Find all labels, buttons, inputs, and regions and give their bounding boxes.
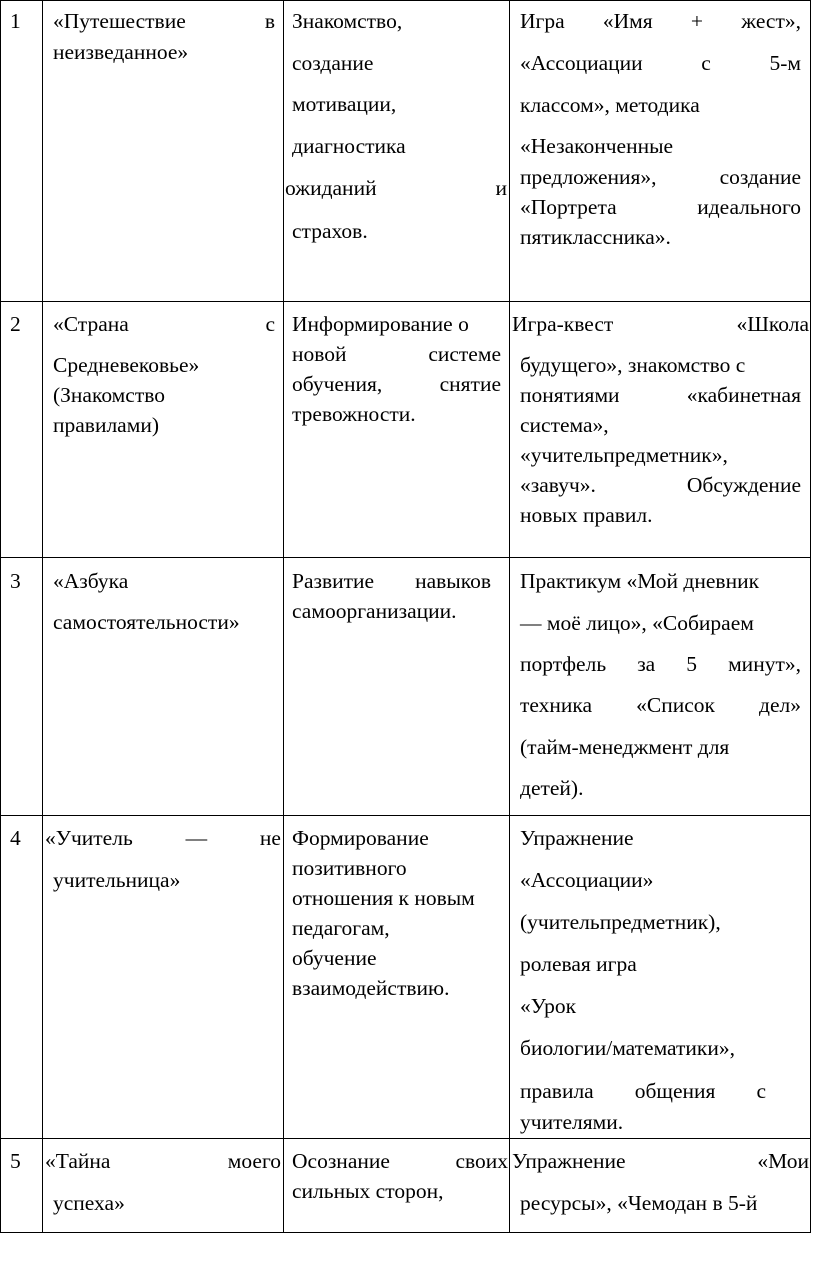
lesson-activity-line: «учительпредметник», [520,443,728,467]
lesson-goal-line [292,372,501,396]
word: Обсуждение [686,473,801,497]
lesson-activity-line: «Урок [520,994,577,1018]
word: правила [520,1079,594,1103]
lesson-goal-line: Знакомство, [292,9,403,33]
word: своих [455,1149,508,1173]
word: с [756,1079,766,1103]
table-border-bottom [0,1232,811,1233]
word: Развитие [292,569,375,593]
row-number: 5 [10,1149,21,1173]
word: + [690,9,704,33]
lesson-activity-line [512,1149,809,1173]
word: идеального [697,195,801,219]
row-number: 3 [10,569,21,593]
lesson-activity-line [520,473,801,497]
lesson-title-line: Средневековье» [53,353,200,377]
lesson-goal-line: отношения к новым [292,886,475,910]
lesson-title-line [53,312,275,336]
row-divider-2 [0,557,811,558]
lesson-goal-line: сильных сторон, [292,1179,444,1203]
word: — [185,826,208,850]
lesson-activity-line: «Ассоциации» [520,868,654,892]
word: с [265,312,275,336]
lesson-activity-line [512,312,809,336]
word: Упражнение [512,1149,626,1173]
lesson-activity-line [520,693,801,717]
row-number: 2 [10,312,21,336]
column-divider-title [283,0,284,1233]
lesson-goal-line: страхов. [292,219,368,243]
lesson-activity-line: Практикум «Мой дневник [520,569,760,593]
word: Игра-квест [512,312,614,336]
lesson-title-line: успеха» [53,1191,125,1215]
lesson-activity-line: новых правил. [520,503,653,527]
lesson-title-line: «Азбука [53,569,129,593]
lesson-title-line [45,826,281,850]
lesson-activity-line: (тайм-менеджмент для [520,735,730,759]
lesson-activity-line [520,383,801,407]
word: и [495,176,507,200]
lesson-goal-line: взаимодействию. [292,976,450,1000]
word: снятие [439,372,501,396]
word: создание [719,165,801,189]
word: ожиданий [285,176,377,200]
lesson-activity-line: Упражнение [520,826,634,850]
word: в [264,9,275,33]
lesson-activity-line: ресурсы», «Чемодан в 5-й [520,1191,758,1215]
lesson-activity-line [520,1079,766,1103]
word: «Мои [757,1149,809,1173]
lesson-goal-line: Формирование [292,826,429,850]
lesson-activity-line: детей). [520,776,584,800]
lesson-goal-line: диагностика [292,134,406,158]
word: 5-м [769,51,801,75]
lesson-activity-line: (учительпредметник), [520,910,721,934]
word: за [637,652,656,676]
lesson-goal-line: создание [292,51,374,75]
row-number: 1 [10,9,21,33]
column-divider-goal [509,0,510,1233]
word: «Имя [602,9,653,33]
lesson-activity-line: учителями. [520,1110,624,1134]
word: обучения, [292,372,383,396]
lesson-activity-line: классом», методика [520,93,700,117]
word: «кабинетная [686,383,801,407]
table-border-top [0,0,811,1]
row-divider-4 [0,1138,811,1139]
word: общения [634,1079,716,1103]
lesson-activity-line: ролевая игра [520,952,637,976]
lesson-activity-line: будущего», знакомство с [520,353,746,377]
lesson-title-line: (Знакомство [53,383,165,407]
lesson-title-line: неизведанное» [53,40,189,64]
lesson-activity-line [520,9,801,33]
row-divider-1 [0,301,811,302]
word: с [701,51,711,75]
lesson-activity-line [520,165,801,189]
word: «Ассоциации [520,51,643,75]
lesson-goal-line: мотивации, [292,92,397,116]
word: техника [520,693,593,717]
word: «Тайна [45,1149,111,1173]
word: «Путешествие [53,9,186,33]
word: новой [292,342,347,366]
lesson-activity-line [520,51,801,75]
word: жест», [741,9,801,33]
lesson-title-line [45,1149,281,1173]
lesson-activity-line: «Незаконченные [520,134,674,158]
word: навыков [415,569,491,593]
lesson-goal-line [292,342,501,366]
word: Осознание [292,1149,390,1173]
row-divider-3 [0,815,811,816]
word: дел» [759,693,801,717]
word: «Учитель [45,826,133,850]
lesson-goal-line: Информирование о [292,312,469,336]
word: предложения», [520,165,657,189]
lesson-title-line: самостоятельности» [53,610,240,634]
word: понятиями [520,383,620,407]
word: моего [227,1149,281,1173]
word: портфель [520,652,607,676]
lesson-goal-line: позитивного [292,856,407,880]
column-divider-number [42,0,43,1233]
lesson-activity-line: — моё лицо», «Собираем [520,611,754,635]
lesson-activity-line: биологии/математики», [520,1036,735,1060]
word: «завуч». [520,473,596,497]
lesson-goal-line [292,569,491,593]
word: системе [428,342,501,366]
word: не [259,826,281,850]
lesson-goal-line: педагогам, [292,916,390,940]
lesson-goal-line [292,1149,508,1173]
lesson-title-line [53,9,275,33]
lesson-activity-line: система», [520,413,609,437]
lesson-goal-line [285,176,507,200]
row-number: 4 [10,826,21,850]
word: «Портрета [520,195,617,219]
lesson-goal-line: обучение [292,946,377,970]
word: «Список [636,693,715,717]
lesson-activity-line: пятиклассника». [520,225,671,249]
word: «Страна [53,312,129,336]
lesson-goal-line: тревожности. [292,402,416,426]
table-border-right [810,0,811,1233]
lesson-title-line: правилами) [53,413,159,437]
word: минут», [728,652,801,676]
table-border-left [0,0,1,1233]
word: «Школа [736,312,809,336]
lesson-title-line: учительница» [53,868,181,892]
word: 5 [686,652,698,676]
word: Игра [520,9,565,33]
lesson-activity-line [520,652,801,676]
lesson-activity-line [520,195,801,219]
lesson-goal-line: самоорганизации. [292,599,457,623]
